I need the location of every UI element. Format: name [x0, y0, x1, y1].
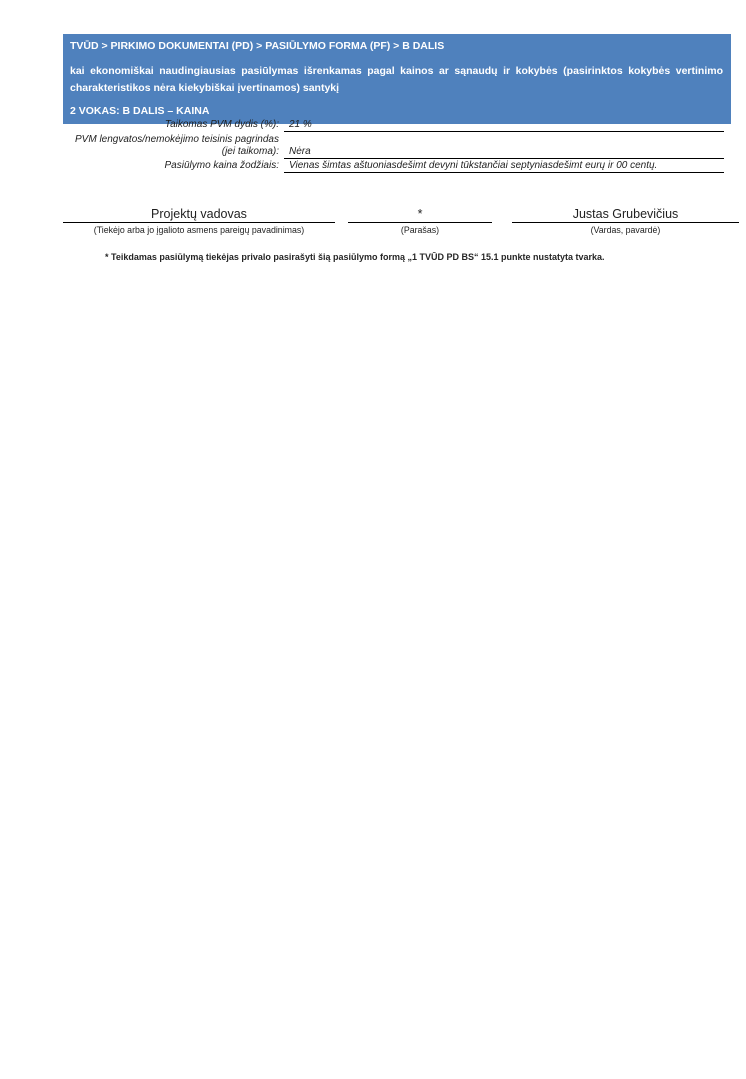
field-row-price-in-words	[63, 159, 724, 173]
signature-position-caption: (Tiekėjo arba jo įgalioto asmens pareigų pavadinimas)	[93, 225, 305, 235]
footnote: * Teikdamas pasiūlymą tiekėjas privalo pasirašyti šią pasiūlymo formą „1 TVŪD PD BS“ 15.1 punkte nustatyta tvarka.	[105, 252, 605, 262]
vat-exemption-field[interactable]: Nėra	[284, 146, 724, 159]
signature-section	[0, 202, 746, 238]
vat-exemption-label: PVM lengvatos/nemokėjimo teisinis pagrindas (jei taikoma):	[75, 133, 279, 157]
signature-name-value: Justas Grubevičius	[512, 202, 739, 223]
breadcrumb: TVŪD > PIRKIMO DOKUMENTAI (PD) > PASIŪLYMO FORMA (PF) > B DALIS	[70, 40, 445, 52]
signature-block-position	[63, 202, 335, 235]
field-row-vat-exemption	[63, 132, 724, 159]
price-in-words-field[interactable]: Vienas šimtas aštuoniasdešimt devyni tūkstančiai septyniasdešimt eurų ir 00 centų.	[284, 160, 724, 173]
signature-name-caption: (Vardas, pavardė)	[590, 225, 661, 235]
signature-mark-caption: (Parašas)	[400, 225, 440, 235]
document-header	[63, 34, 731, 124]
price-in-words-label: Pasiūlymo kaina žodžiais:	[164, 159, 279, 171]
vat-rate-field[interactable]: 21 %	[284, 119, 724, 132]
signature-block-name	[512, 202, 739, 235]
header-description: kai ekonomiškai naudingiausias pasiūlymas išrenkamas pagal kainos ar sąnaudų ir kokybės (pasirinktos kokybės vertinimo charakteristikos nėra kiekybiškai įvertinamos) santykį	[70, 64, 723, 94]
form-fields-section	[63, 119, 724, 173]
field-row-vat-rate	[63, 119, 724, 132]
vat-rate-label: Taikomas PVM dydis (%):	[164, 118, 279, 130]
signature-position-value: Projektų vadovas	[63, 202, 335, 223]
signature-block-signature	[348, 202, 492, 235]
section-title: 2 VOKAS: B DALIS – KAINA	[70, 104, 210, 117]
signature-mark-value: *	[348, 202, 492, 223]
